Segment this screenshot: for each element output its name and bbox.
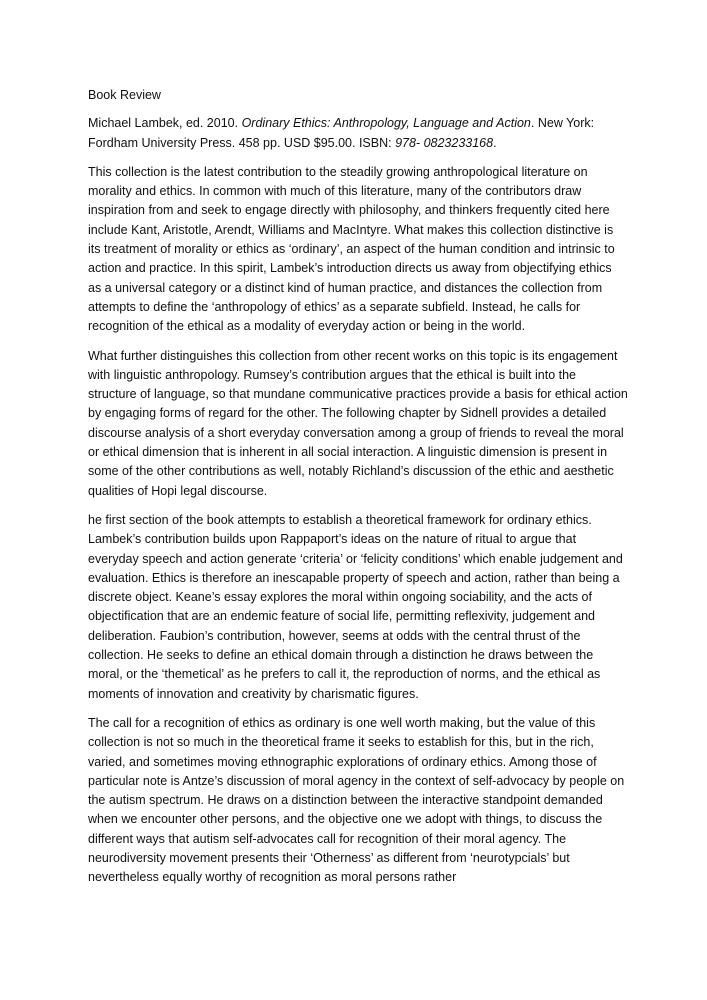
book-citation	[88, 114, 628, 153]
paragraph-3: he first section of the book attempts to establish a theoretical framework for ordinary ethics. Lambek’s contribution builds upon Rappaport’s ideas on the nature of ritual to argue that everyday speech and action generate ‘criteria’ or ‘felicity conditions’ which enable judgement and evaluation. Ethics is therefore an inescapable property of speech and action, rather than being a discrete object. Keane’s essay explores the moral within ongoing sociability, and the acts of objectification that are an endemic feature of social life, permitting reflexivity, judgement and deliberation. Faubion’s contribution, however, seems at odds with the central thrust of the collection. He seeks to define an ethical domain through a distinction he draws between the moral, or the ‘themetical’ as he prefers to call it, the reproduction of norms, and the ethical as moments of innovation and creativity by charismatic figures.	[88, 512, 623, 701]
citation-end: .	[493, 135, 497, 150]
document-page	[88, 86, 628, 898]
citation-title: Ordinary Ethics: Anthropology, Language and Action	[241, 116, 531, 131]
paragraph-4: The call for a recognition of ethics as ordinary is one well worth making, but the value of this collection is not so much in the theoretical frame it seeks to establish for this, but in the rich, varied, and sometimes moving ethnographic explorations of ordinary ethics. Among those of particular note is Antze’s discussion of moral agency in the context of self-advocacy by people on the autism spectrum. He draws on a distinction between the interactive standpoint demanded when we encounter other persons, and the objective one we adopt with things, to discuss the different ways that autism self-advocates call for recognition of their moral agency. The neurodiversity movement presents their ‘Otherness’ as different from ‘neurotypcials’ but nevertheless equally worthy of recognition as moral persons rather	[88, 715, 625, 885]
paragraph-1: This collection is the latest contribution to the steadily growing anthropological literature on morality and ethics. In common with much of this literature, many of the contributors draw inspiration from and seek to engage directly with philosophy, and thinkers frequently cited here include Kant, Aristotle, Arendt, Williams and MacIntyre. What makes this collection distinctive is its treatment of morality or ethics as ‘ordinary’, an aspect of the human condition and intrinsic to action and practice. In this spirit, Lambek’s introduction directs us away from objectifying ethics as a universal category or a distinct kind of human practice, and distances the collection from attempts to define the ‘anthropology of ethics’ as a separate subfield. Instead, he calls for recognition of the ethical as a modality of everyday action or being in the world.	[88, 164, 615, 334]
citation-authors: Michael Lambek, ed. 2010.	[88, 116, 242, 131]
citation-publication: . New York: Fordham University Press. 458 pp. USD $95.00. ISBN:	[88, 116, 595, 150]
paragraph-2: What further distinguishes this collection from other recent works on this topic is its engagement with linguistic anthropology. Rumsey’s contribution argues that the ethical is built into the structure of language, so that mundane communicative practices provide a basis for ethical action by engaging forms of regard for the other. The following chapter by Sidnell provides a detailed discourse analysis of a short everyday conversation among a group of friends to reveal the moral or ethical dimension that is inherent in all social interaction. A linguistic dimension is present in some of the other contributions as well, notably Richland’s discussion of the ethic and aesthetic qualities of Hopi legal discourse.	[88, 348, 628, 498]
citation-isbn: 978- 0823233168	[395, 135, 494, 150]
document-heading: Book Review	[88, 88, 161, 102]
